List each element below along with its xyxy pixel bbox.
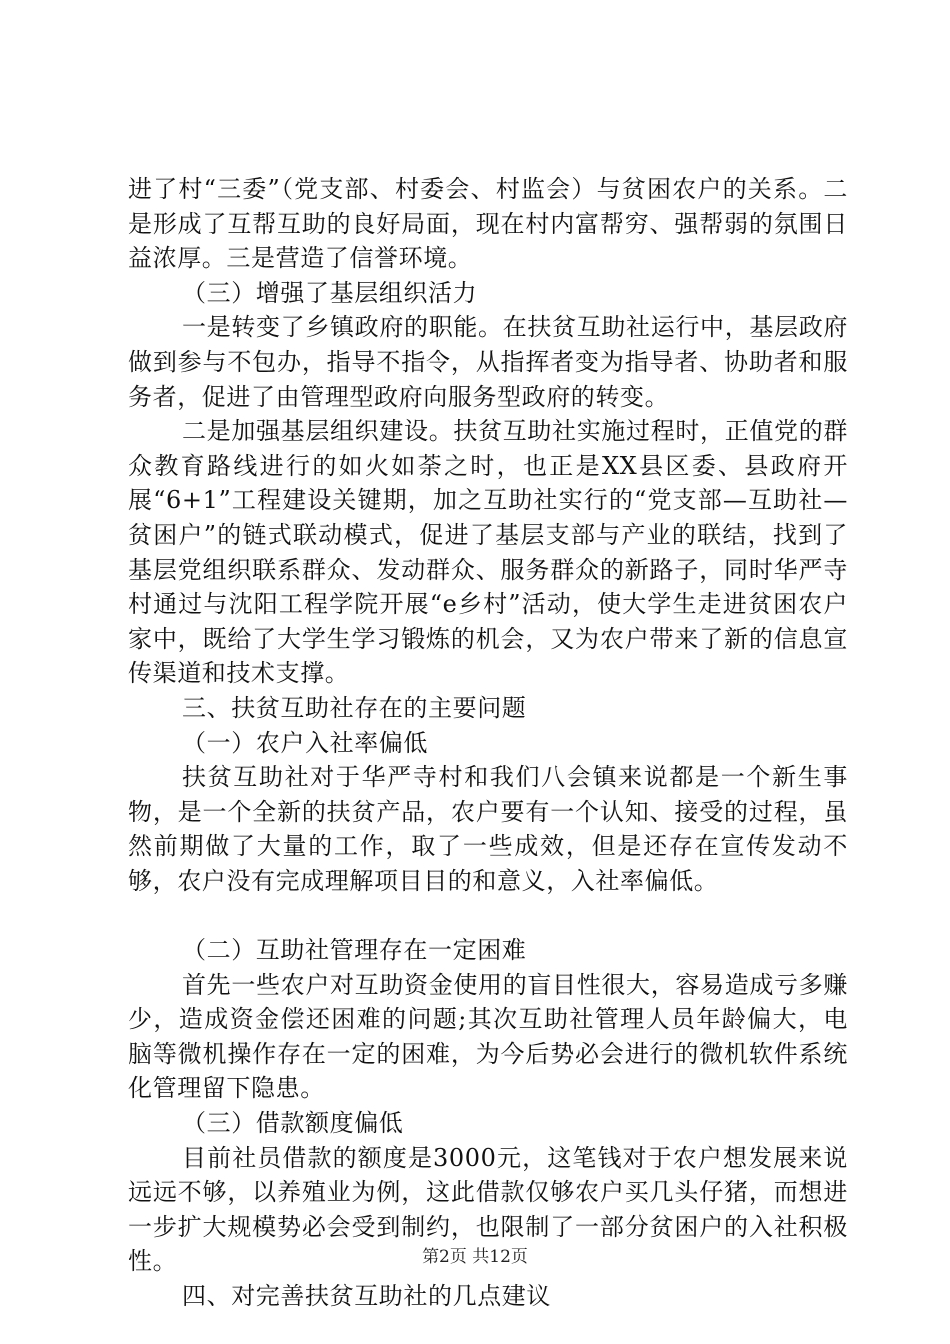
- chapter-heading-4: 四、对完善扶贫互助社的几点建议: [182, 1282, 551, 1310]
- paragraph-2: 一是转变了乡镇政府的职能。在扶贫互助社运行中，基层政府做到参与不包办，指导不指令，从指挥者变为指导者、协助者和服务者，促进了由管理型政府向服务型政府的转变。: [128, 313, 848, 411]
- paragraph-5: 首先一些农户对互助资金使用的盲目性很大，容易造成亏多赚少，造成资金偿还困难的问题;其次互助社管理人员年龄偏大，电脑等微机操作存在一定的困难，为今后势必会进行的微机软件系统化管理留下隐患。: [128, 970, 848, 1103]
- page-number-footer: 第2页 共12页: [422, 1247, 528, 1267]
- section-heading-3: （三）增强了基层组织活力: [182, 278, 478, 307]
- paragraph-1: 进了村“三委”（党支部、村委会、村监会）与贫困农户的关系。二是形成了互帮互助的良好局面，现在村内富帮穷、强帮弱的氛围日益浓厚。三是营造了信誉环境。: [128, 175, 848, 273]
- paragraph-4: 扶贫互助社对于华严寺村和我们八会镇来说都是一个新生事物，是一个全新的扶贫产品，农户要有一个认知、接受的过程，虽然前期做了大量的工作，取了一些成效，但是还存在宣传发动不够，农户没有完成理解项目目的和意义，入社率偏低。: [128, 763, 848, 895]
- section-heading-2: （二）互助社管理存在一定困难: [182, 936, 527, 965]
- paragraph-3: 二是加强基层组织建设。扶贫互助社实施过程时，正值党的群众教育路线进行的如火如荼之时，也正是XX县区委、县政府开展“6+1”工程建设关键期，加之互助社实行的“党支部—互助社—贫困户”的链式联动模式，促进了基层支部与产业的联结，找到了基层党组织联系群众、发动群众、服务群众的新路子，同时华严寺村通过与沈阳工程学院开展“e乡村”活动，使大学生走进贫困农户家中，既给了大学生学习锻炼的机会，又为农户带来了新的信息宣传渠道和技术支撑。: [128, 417, 848, 688]
- section-heading-1: （一）农户入社率偏低: [182, 728, 428, 757]
- blank-line: [128, 898, 848, 933]
- section-heading-3b: （三）借款额度偏低: [182, 1109, 404, 1138]
- chapter-heading-3: 三、扶贫互助社存在的主要问题: [182, 693, 527, 722]
- document-body: [128, 172, 848, 1314]
- paragraph-6: 目前社员借款的额度是3000元，这笔钱对于农户想发展来说远远不够，以养殖业为例，这此借款仅够农户买几头仔猪，而想进一步扩大规模势必会受到制约，也限制了一部分贫困户的入社积极性。: [128, 1143, 848, 1276]
